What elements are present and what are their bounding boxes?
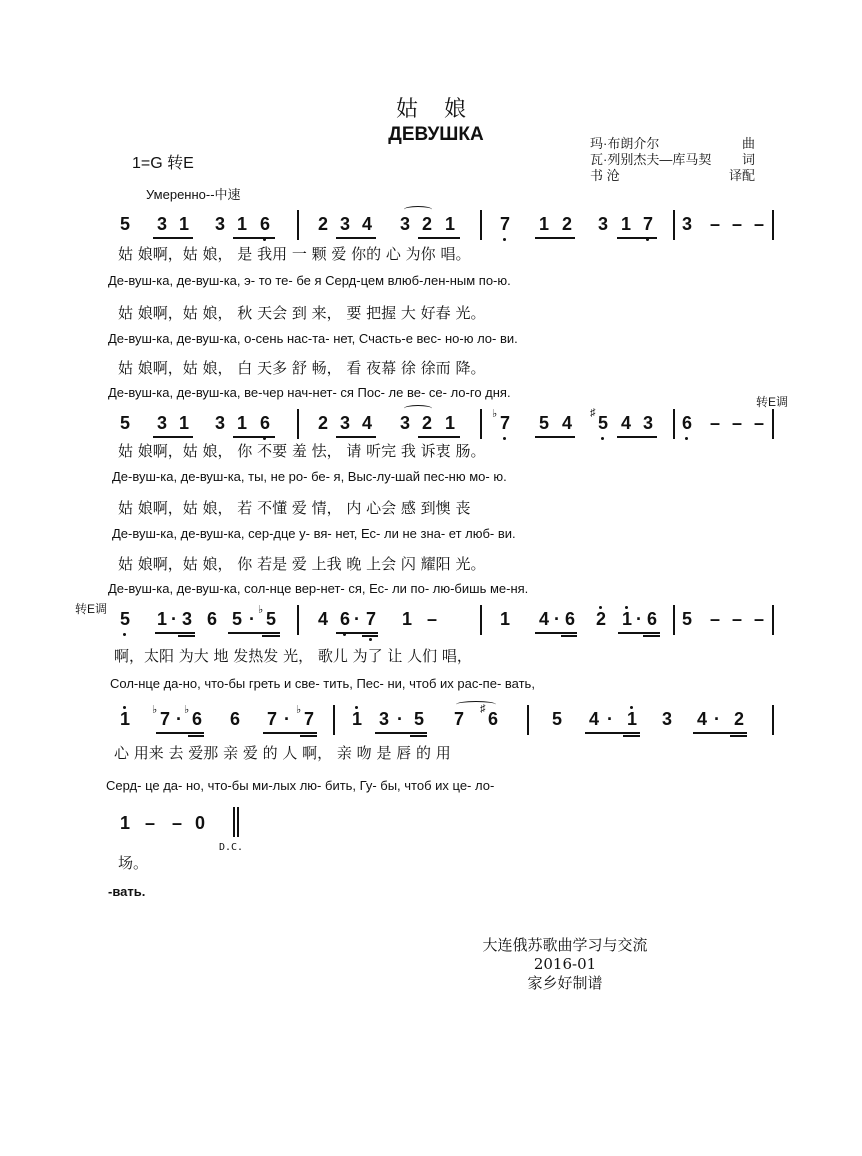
lyric-line: 姑 娘啊，姑 娘， 你 若是 爱 上我 晚 上会 闪 耀阳 光。 [118, 555, 486, 573]
credit-lyricist: 瓦·列别杰夫—库马契 词 [590, 152, 755, 167]
tempo-marking: Умеренно--中速 [146, 187, 241, 202]
key-signature: 1=G 转E [132, 155, 194, 172]
credit-composer: 玛·布朗介尔 曲 [590, 136, 755, 151]
notation-line-4: 1 ♭ 7 · ♭ 6 6 7 · ♭ 7 1 3 · 5 7 ♯ 6 5 4 · 1 3 4 · 2 [0, 709, 862, 739]
footer-date: 2016-01 [533, 955, 597, 973]
lyric-line: 姑 娘啊，姑 娘， 秋 天会 到 来， 要 把握 大 好春 光。 [118, 304, 486, 322]
lyric-line: Де-вуш-ка, де-вуш-ка, сол-нце вер-нет- ся, Ес- ли по- лю-бишь ме-ня. [108, 581, 529, 596]
lyric-line: Де-вуш-ка, де-вуш-ка, ве-чер нач-нет- ся Пос- ле ве- се- ло-го дня. [108, 385, 511, 400]
credit-translator: 书 沧 译配 [590, 168, 755, 183]
lyric-line: 姑 娘啊，姑 娘， 你 不要 羞 怯， 请 听完 我 诉衷 肠。 [118, 442, 486, 460]
modulation-label: 转E调 [756, 395, 789, 409]
lyric-line: Де-вуш-ка, де-вуш-ка, ты, не ро- бе- я, Выс-лу-шай пес-ню мо- ю. [112, 469, 507, 484]
lyric-line: Де-вуш-ка, де-вуш-ка, сер-дце у- вя- нет, Ес- ли не зна- ет люб- ви. [112, 526, 516, 541]
song-title-chinese: 姑娘 [395, 97, 492, 122]
credits [590, 136, 755, 184]
lyric-line: 场。 [118, 854, 149, 872]
notation-line-5: 1 – – 0 [0, 813, 862, 843]
modulation-label: 转E调 [75, 602, 108, 616]
notation-line-2: 5 3 1 3 1 6 2 3 4 3 2 1 ♭ 7 5 4 ♯ 5 4 3 6 – – – [0, 413, 862, 443]
lyric-line: Де-вуш-ка, де-вуш-ка, о-сень нас-та- нет, Счасть-е вес- но-ю ло- ви. [108, 331, 518, 346]
lyric-line: -вать. [108, 884, 146, 899]
footer-author: 家乡好制谱 [527, 974, 603, 992]
song-title-russian: ДЕВУШКА [388, 124, 484, 145]
lyric-line: Серд- це да- но, что-бы ми-лых лю- бить, Гу- бы, чтоб их це- ло- [106, 778, 495, 793]
lyric-line: Де-вуш-ка, де-вуш-ка, э- то те- бе я Серд-цем влюб-лен-ным по-ю. [108, 273, 511, 288]
lyric-line: Сол-нце да-но, что-бы греть и све- тить, Пес- ни, чтоб их рас-пе- вать, [110, 676, 535, 691]
notation-line-1: 5 3 1 3 1 6 2 3 4 3 2 1 7 1 2 3 1 7 3 – – – [0, 214, 862, 244]
footer-source: 大连俄苏歌曲学习与交流 [482, 936, 648, 954]
footer-credits [450, 936, 680, 993]
da-capo-mark: D.C. [219, 842, 244, 853]
lyric-line: 姑 娘啊，姑 娘， 是 我用 一 颗 爱 你的 心 为你 唱。 [118, 245, 471, 263]
lyric-line: 姑 娘啊，姑 娘， 若 不懂 爱 情， 内 心会 感 到懊 丧 [118, 499, 471, 517]
notation-line-3: 5 1 · 3 6 5 · ♭ 5 4 6 · 7 1 – 1 4 · 6 2 1 · 6 5 – – – [0, 609, 862, 639]
lyric-line: 心 用来 去 爱那 亲 爱 的 人 啊， 亲 吻 是 唇 的 用 [114, 744, 451, 762]
lyric-line: 啊，太阳 为大 地 发热发 光， 歌儿 为了 让 人们 唱， [114, 647, 472, 665]
lyric-line: 姑 娘啊，姑 娘， 白 天多 舒 畅， 看 夜幕 徐 徐而 降。 [118, 359, 486, 377]
